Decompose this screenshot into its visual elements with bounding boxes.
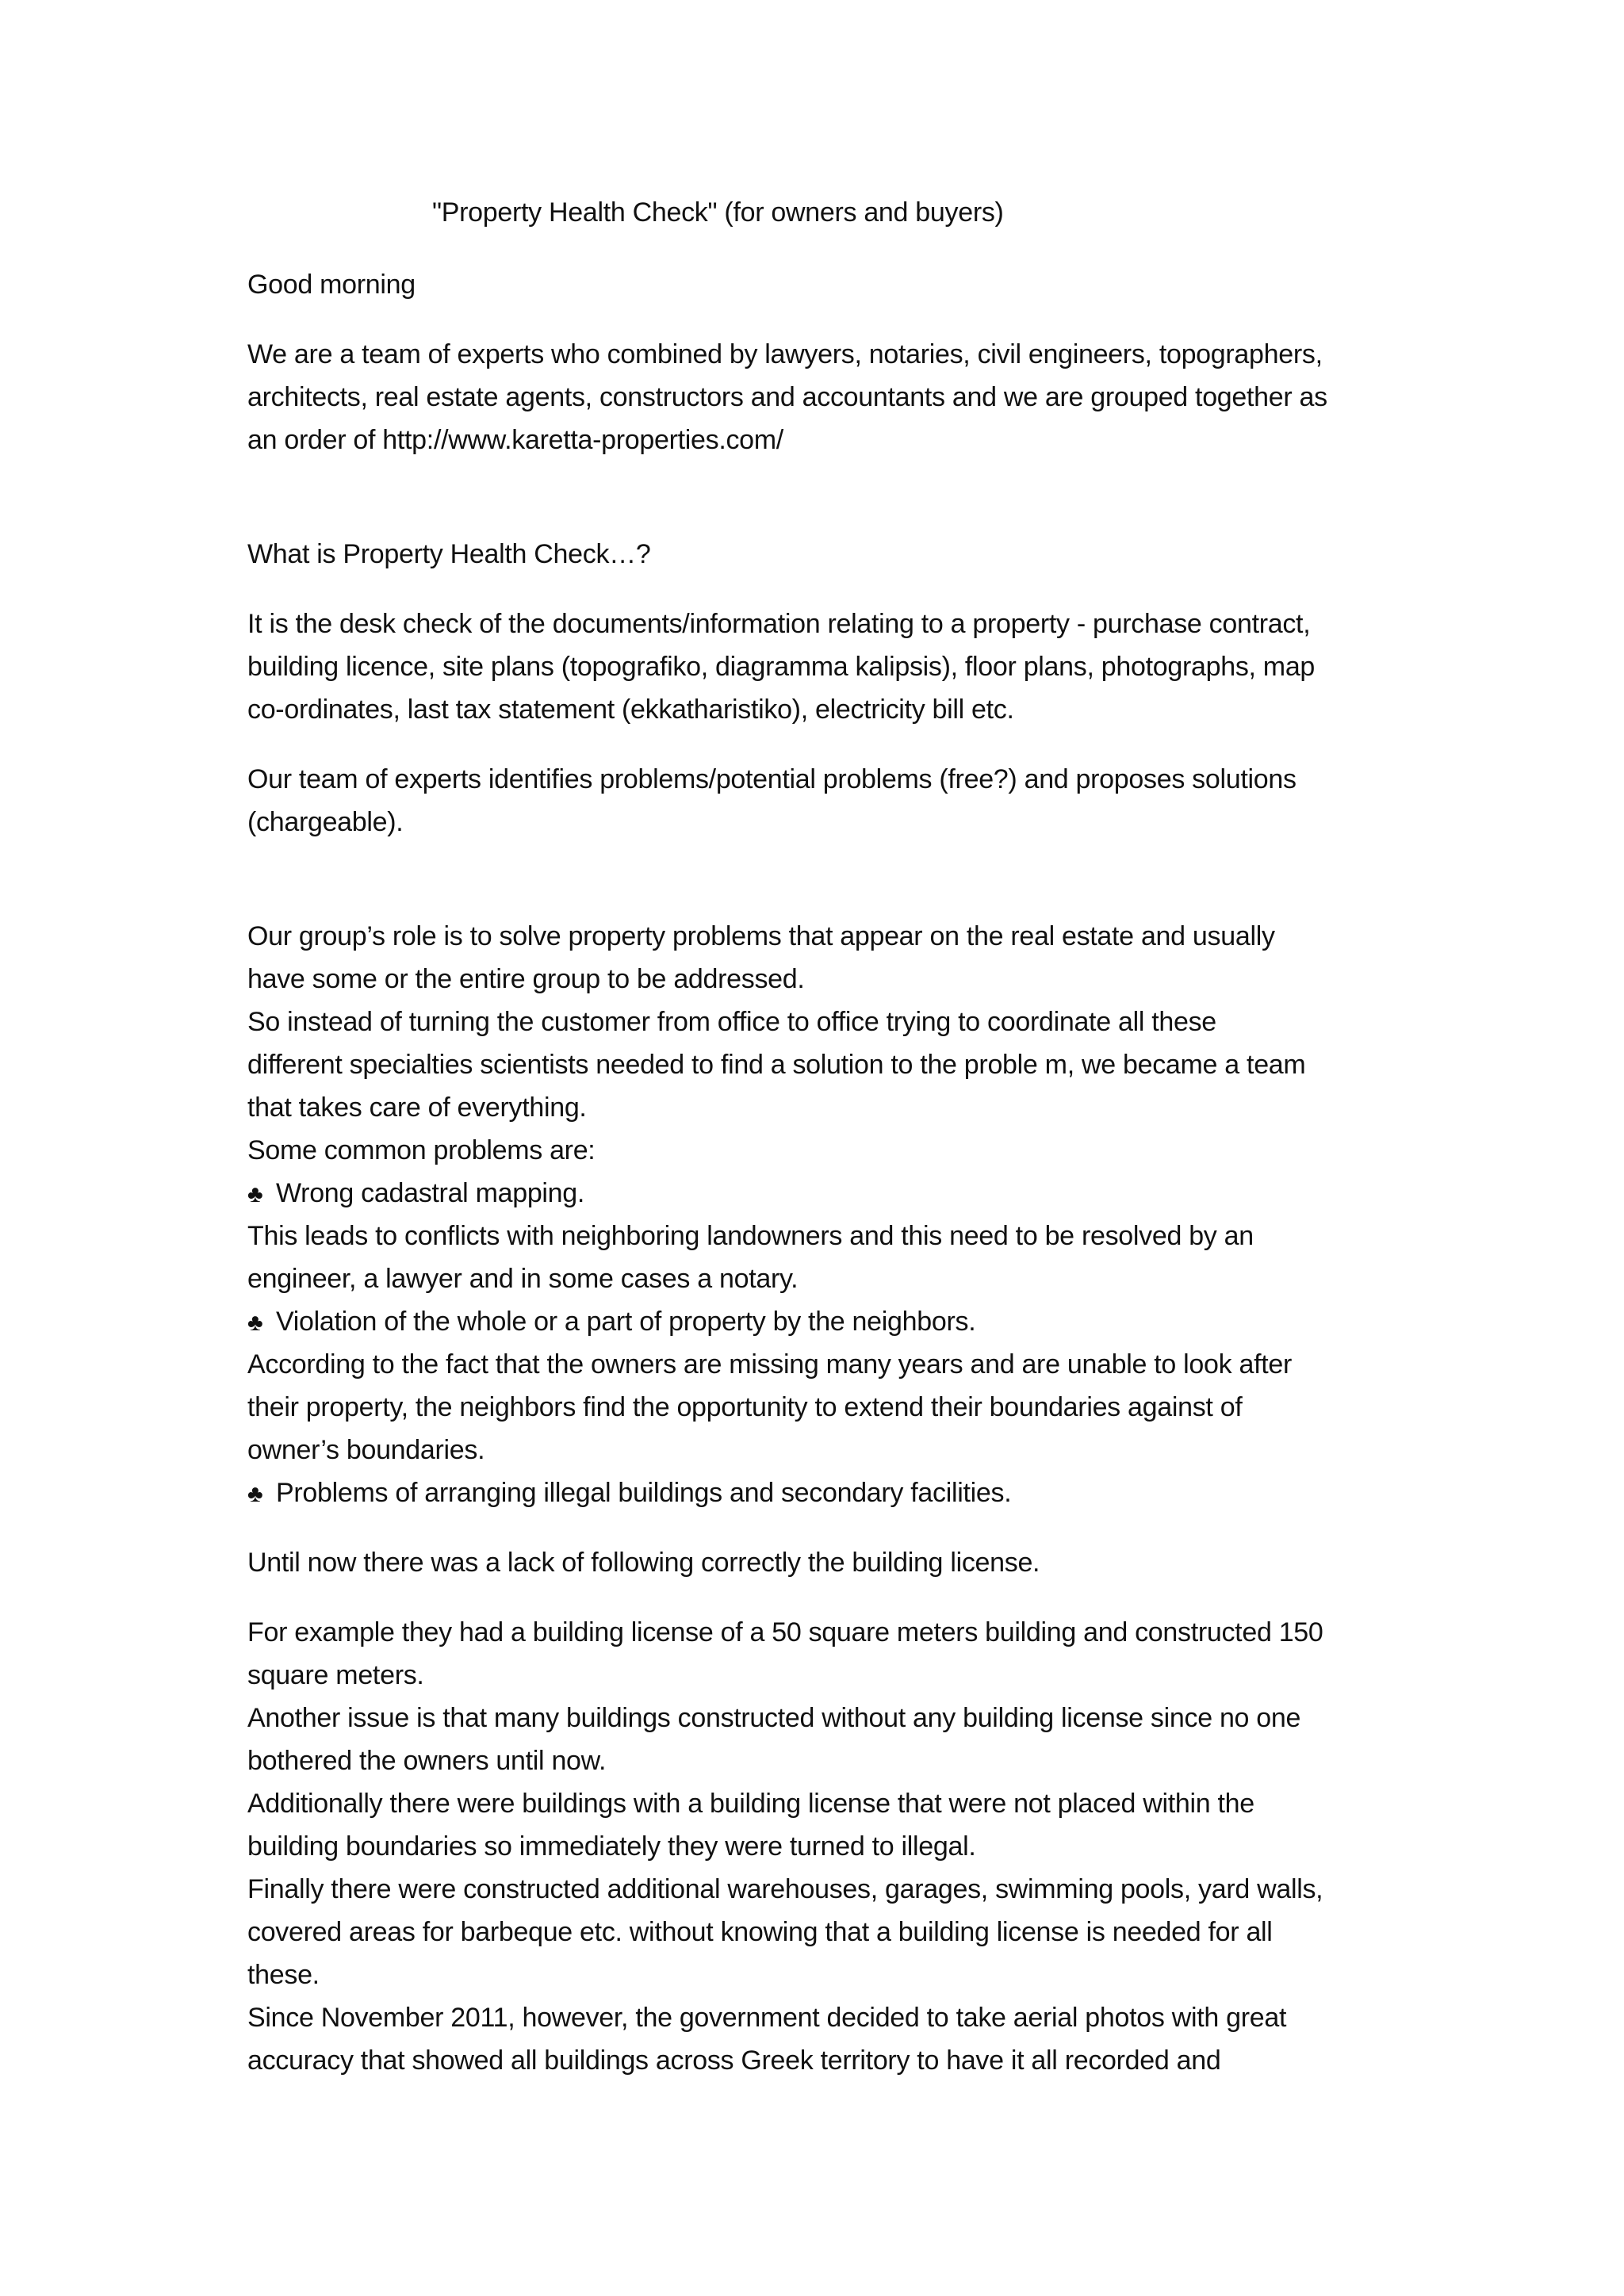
definition-line: co-ordinates, last tax statement (ekkatharistiko), electricity bill etc. [247, 695, 1014, 725]
greeting-paragraph [247, 263, 1405, 306]
bullet-text-line: owner’s boundaries. [247, 1435, 485, 1465]
definition-line: building licence, site plans (topografiko, diagramma kalipsis), floor plans, photographs, map [247, 652, 1316, 682]
document-body [247, 263, 1405, 2082]
bullet-text-line: This leads to conflicts with neighboring landowners and this need to be resolved by an [247, 1221, 1254, 1251]
club-bullet-icon: ♣ [247, 1181, 263, 1207]
example-line: building boundaries so immediately they were turned to illegal. [247, 1831, 976, 1862]
example-line: Since November 2011, however, the government decided to take aerial photos with great [247, 2003, 1287, 2033]
example-line: Additionally there were buildings with a building license that were not placed within the [247, 1789, 1254, 1819]
bullet-text-line: their property, the neighbors find the opportunity to extend their boundaries against of [247, 1392, 1243, 1422]
role-paragraph [247, 915, 1405, 1514]
definition-paragraph [247, 603, 1405, 731]
example-line: Finally there were constructed additional warehouses, garages, swimming pools, yard walls, [247, 1874, 1323, 1904]
club-bullet-icon: ♣ [247, 1310, 263, 1336]
question-paragraph [247, 533, 1405, 576]
role-line: that takes care of everything. [247, 1093, 587, 1123]
example-line: bothered the owners until now. [247, 1746, 607, 1776]
bullet-text-line: engineer, a lawyer and in some cases a notary. [247, 1264, 799, 1294]
bullet-label: Wrong cadastral mapping. [276, 1178, 585, 1208]
example-line: covered areas for barbeque etc. without knowing that a building license is needed for all [247, 1917, 1273, 1947]
team-line: (chargeable). [247, 807, 404, 837]
team-paragraph [247, 758, 1405, 844]
until-now-line: Until now there was a lack of following correctly the building license. [247, 1548, 1040, 1578]
role-line: different specialties scientists needed to find a solution to the proble m, we became a team [247, 1050, 1306, 1080]
bullet-item [247, 1300, 1405, 1343]
definition-line: It is the desk check of the documents/information relating to a property - purchase contract, [247, 609, 1311, 639]
document-title: "Property Health Check" (for owners and buyers) [432, 197, 1004, 228]
until-now-paragraph [247, 1541, 1405, 1584]
bullet-label: Problems of arranging illegal buildings and secondary facilities. [276, 1478, 1012, 1508]
example-line: accuracy that showed all buildings across Greek territory to have it all recorded and [247, 2045, 1221, 2076]
team-line: Our team of experts identifies problems/potential problems (free?) and proposes solutions [247, 764, 1297, 794]
role-line: Some common problems are: [247, 1135, 596, 1165]
example-line: square meters. [247, 1660, 424, 1690]
intro-line: architects, real estate agents, constructors and accountants and we are grouped together as [247, 382, 1327, 412]
intro-line: an order of http://www.karetta-properties.com/ [247, 425, 783, 455]
role-line: Our group’s role is to solve property problems that appear on the real estate and usually [247, 921, 1275, 951]
example-line: For example they had a building license of a 50 square meters building and constructed 150 [247, 1617, 1323, 1647]
example-paragraph [247, 1611, 1405, 2082]
bullet-text-line: According to the fact that the owners are missing many years and are unable to look after [247, 1349, 1293, 1380]
question-line: What is Property Health Check…? [247, 539, 651, 569]
bullet-item [247, 1471, 1405, 1514]
example-line: these. [247, 1960, 320, 1990]
intro-paragraph [247, 333, 1405, 461]
role-line: have some or the entire group to be addressed. [247, 964, 805, 994]
intro-line: We are a team of experts who combined by lawyers, notaries, civil engineers, topographers, [247, 339, 1323, 369]
role-line: So instead of turning the customer from office to office trying to coordinate all these [247, 1007, 1216, 1037]
greeting-line: Good morning [247, 270, 416, 300]
bullet-label: Violation of the whole or a part of property by the neighbors. [276, 1307, 976, 1337]
club-bullet-icon: ♣ [247, 1481, 263, 1507]
example-line: Another issue is that many buildings constructed without any building license since no one [247, 1703, 1301, 1733]
bullet-item [247, 1172, 1405, 1215]
